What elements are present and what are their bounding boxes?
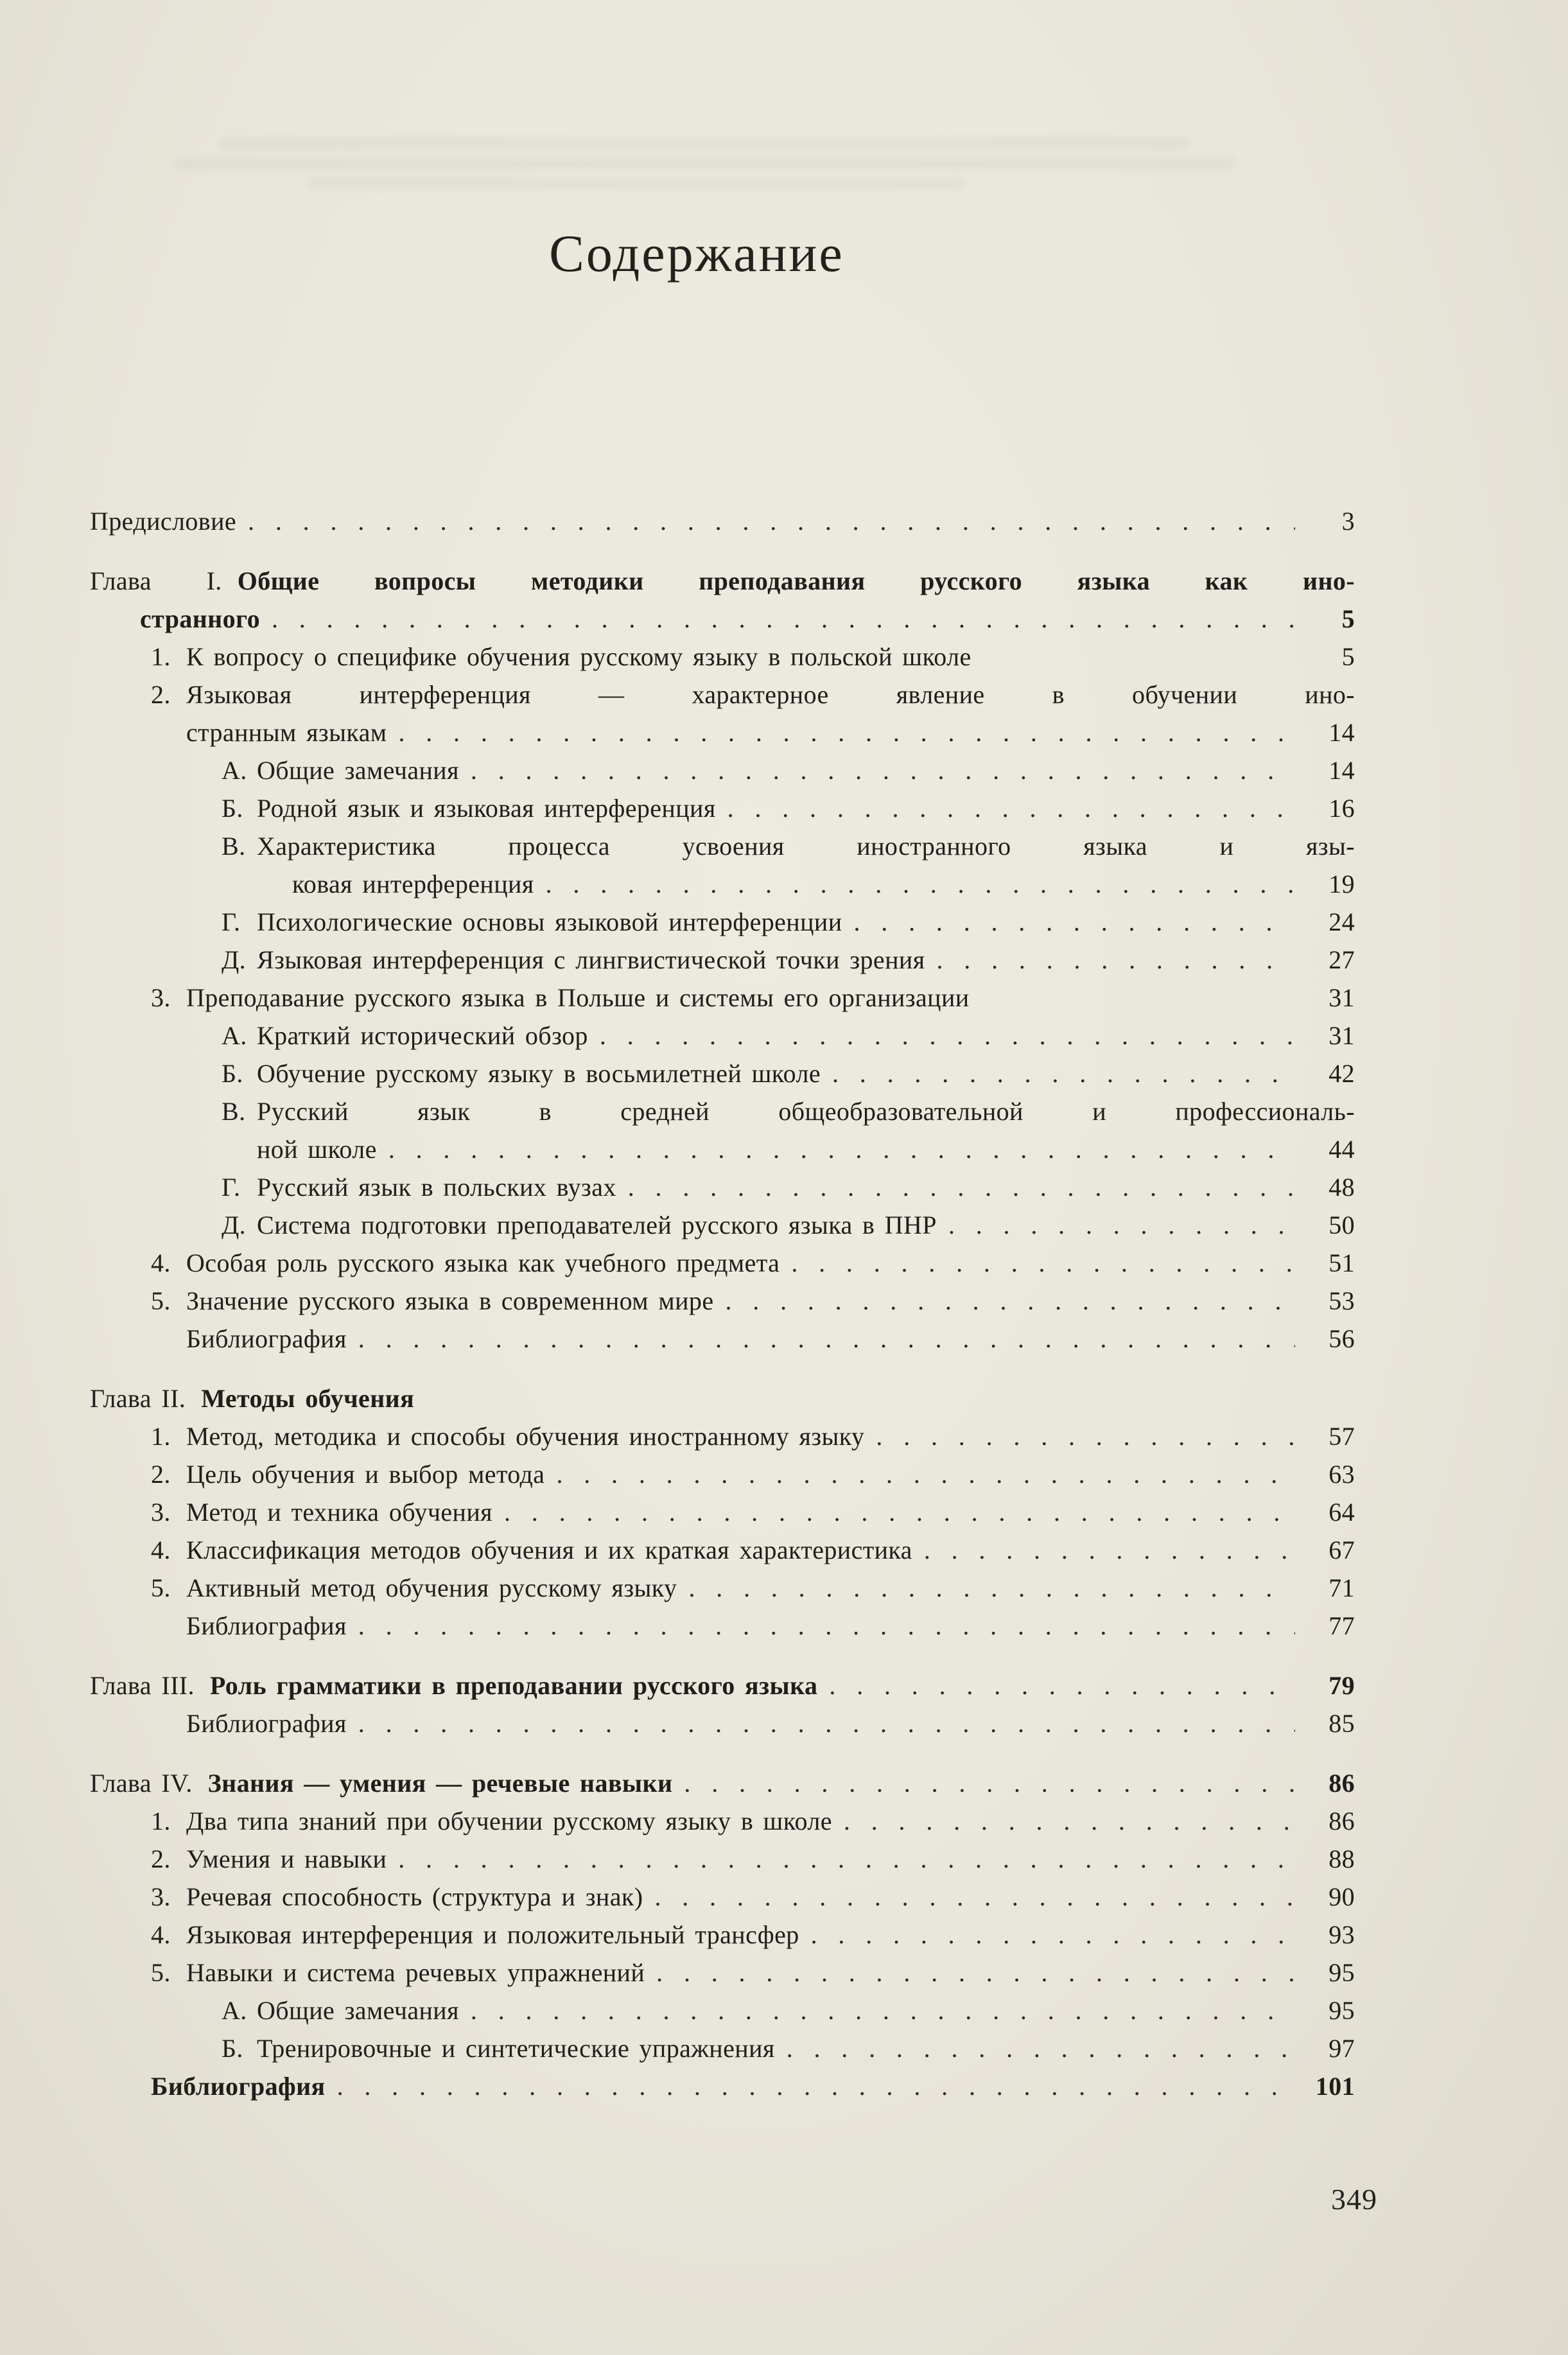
toc-entry-text: Языковая интерференция и положительный трансфер [186, 1920, 799, 1949]
toc-leader-dots [844, 1802, 1295, 1840]
toc-page-number: 95 [1328, 1958, 1355, 1987]
toc-page-number: 27 [1328, 945, 1355, 974]
toc [90, 502, 1355, 2105]
toc-entry [90, 865, 1355, 903]
artifact-line [173, 159, 1235, 168]
toc-entry-label: 5. [151, 1958, 171, 1987]
toc-entry [90, 1764, 1355, 1802]
toc-page-number: 19 [1328, 870, 1355, 898]
toc-entry [90, 827, 1355, 865]
toc-entry [90, 1244, 1355, 1282]
toc-entry-text: странного [140, 604, 260, 633]
toc-leader-dots [388, 1130, 1295, 1168]
toc-entry-label: А. [222, 1996, 247, 2025]
toc-entry-text: Характеристика процесса усвоения иностранного языка и язы- [257, 832, 1355, 861]
toc-entry [90, 903, 1355, 941]
toc-entry [90, 1206, 1355, 1244]
toc-entry [90, 1493, 1355, 1531]
toc-entry [90, 676, 1355, 714]
toc-page-number: 53 [1328, 1286, 1355, 1315]
toc-page-number: 88 [1328, 1844, 1355, 1873]
toc-entry [90, 979, 1355, 1017]
toc-entry-label: 5. [151, 1573, 171, 1602]
toc-entry-label: 1. [151, 1422, 171, 1451]
toc-entry [90, 562, 1355, 600]
toc-entry-text: Активный метод обучения русскому языку [186, 1573, 677, 1602]
toc-entry-label: Б. [222, 2034, 243, 2063]
toc-leader-dots [337, 2067, 1295, 2105]
toc-entry [90, 1954, 1355, 1992]
toc-entry [90, 1569, 1355, 1607]
toc-leader-dots [688, 1569, 1295, 1607]
toc-entry [90, 1607, 1355, 1645]
toc-entry-text: Обучение русскому языку в восьмилетней школе [257, 1059, 821, 1088]
toc-entry [90, 502, 1355, 540]
toc-page-number: 51 [1328, 1248, 1355, 1277]
toc-entry [90, 1168, 1355, 1206]
toc-leader-dots [684, 1764, 1295, 1802]
toc-entry-label: Глава II. [90, 1384, 186, 1413]
toc-entry-label: Б. [222, 794, 243, 823]
toc-leader-dots [504, 1493, 1295, 1531]
toc-entry [90, 638, 1355, 676]
toc-leader-dots [656, 1954, 1295, 1992]
toc-leader-dots [832, 1055, 1295, 1092]
toc-entry-text: Библиография [151, 2072, 326, 2101]
toc-entry-text: Знания — умения — речевые навыки [207, 1769, 673, 1798]
toc-entry [90, 714, 1355, 751]
toc-page-number: 16 [1328, 794, 1355, 823]
toc-entry-label: 2. [151, 1460, 171, 1489]
toc-leader-dots [791, 1244, 1295, 1282]
toc-entry-text: странным языкам [186, 718, 387, 747]
toc-leader-dots [600, 1017, 1295, 1055]
toc-entry [90, 1092, 1355, 1130]
toc-page-number: 101 [1315, 2072, 1355, 2101]
toc-entry-label: Г. [222, 907, 241, 936]
toc-page-number: 31 [1328, 1021, 1355, 1050]
toc-entry-text: Навыки и система речевых упражнений [186, 1958, 645, 1987]
toc-entry [90, 2067, 1355, 2105]
toc-entry-label: Г. [222, 1173, 241, 1202]
toc-entry-label: Глава I. [90, 566, 222, 595]
toc-entry [90, 941, 1355, 979]
scan-bleedthrough-artifact [173, 128, 1303, 225]
toc-page-number: 93 [1328, 1920, 1355, 1949]
toc-entry [90, 1802, 1355, 1840]
toc-page-number: 24 [1328, 907, 1355, 936]
toc-leader-dots [628, 1168, 1295, 1206]
toc-page-number: 5 [1341, 642, 1355, 671]
toc-entry-label: 2. [151, 680, 171, 709]
toc-entry [90, 1704, 1355, 1742]
toc-entry-text: Цель обучения и выбор метода [186, 1460, 545, 1489]
toc-entry-text: Общие замечания [257, 756, 459, 785]
toc-leader-dots [556, 1455, 1295, 1493]
toc-page-number: 85 [1328, 1709, 1355, 1738]
toc-leader-dots [471, 751, 1295, 789]
toc-entry-text: Краткий исторический обзор [257, 1021, 588, 1050]
toc-entry-label: 3. [151, 1882, 171, 1911]
toc-page-number: 67 [1328, 1536, 1355, 1564]
toc-entry-label: 5. [151, 1286, 171, 1315]
toc-entry-text: Роль грамматики в преподавании русского языка [209, 1671, 818, 1700]
toc-entry-text: Языковая интерференция с лингвистической точки зрения [257, 945, 925, 974]
toc-entry [90, 1992, 1355, 2029]
toc-entry [90, 1455, 1355, 1493]
toc-page-number: 50 [1328, 1211, 1355, 1239]
artifact-line [309, 179, 964, 188]
toc-leader-dots [546, 865, 1295, 903]
toc-entry [90, 1055, 1355, 1092]
toc-entry-text: Общие вопросы методики преподавания русского языка как ино- [237, 566, 1355, 595]
toc-entry [90, 1282, 1355, 1320]
toc-entry-text: Умения и навыки [186, 1844, 387, 1873]
page-folio: 349 [1331, 2183, 1377, 2216]
toc-page-number: 86 [1328, 1769, 1355, 1798]
toc-page-number: 71 [1328, 1573, 1355, 1602]
toc-entry-label: 4. [151, 1536, 171, 1564]
toc-page-number: 31 [1328, 983, 1355, 1012]
toc-entry-text: Психологические основы языковой интерференции [257, 907, 842, 936]
toc-page-number: 14 [1328, 718, 1355, 747]
toc-entry-label: 1. [151, 642, 171, 671]
toc-entry-text: ковая интерференция [292, 870, 534, 898]
toc-leader-dots [358, 1704, 1295, 1742]
toc-entry-text: Языковая интерференция — характерное явление в обучении ино- [186, 680, 1355, 709]
toc-leader-dots [876, 1417, 1295, 1455]
toc-leader-dots [787, 2029, 1295, 2067]
toc-leader-dots [924, 1531, 1295, 1569]
toc-page-number: 95 [1328, 1996, 1355, 2025]
toc-entry-text: Библиография [186, 1611, 347, 1640]
toc-entry-label: Глава III. [90, 1671, 195, 1700]
toc-entry-label: 4. [151, 1920, 171, 1949]
toc-entry-label: В. [222, 1097, 246, 1126]
toc-leader-dots [398, 1840, 1295, 1878]
toc-entry-text: Метод, методика и способы обучения иностранному языку [186, 1422, 865, 1451]
toc-entry [90, 1017, 1355, 1055]
toc-entry [90, 1878, 1355, 1916]
toc-page-number: 86 [1328, 1807, 1355, 1835]
toc-entry [90, 1379, 1355, 1417]
toc-entry-text: Библиография [186, 1709, 347, 1738]
toc-entry-text: Тренировочные и синтетические упражнения [257, 2034, 775, 2063]
toc-entry [90, 1667, 1355, 1704]
toc-entry-label: 3. [151, 1498, 171, 1527]
toc-leader-dots [471, 1992, 1295, 2029]
toc-page-number: 42 [1328, 1059, 1355, 1088]
toc-entry-text: ной школе [257, 1135, 377, 1164]
toc-entry [90, 789, 1355, 827]
toc-leader-dots [358, 1320, 1295, 1358]
toc-entry-text: Особая роль русского языка как учебного предмета [186, 1248, 780, 1277]
toc-entry-text: Два типа знаний при обучении русскому языку в школе [186, 1807, 832, 1835]
toc-entry-label: 4. [151, 1248, 171, 1277]
toc-page-number: 48 [1328, 1173, 1355, 1202]
toc-entry-label: 3. [151, 983, 171, 1012]
toc-entry [90, 1417, 1355, 1455]
toc-entry [90, 2029, 1355, 2067]
toc-entry [90, 1320, 1355, 1358]
toc-entry-label: 1. [151, 1807, 171, 1835]
toc-leader-dots [654, 1878, 1295, 1916]
toc-entry [90, 1130, 1355, 1168]
toc-leader-dots [248, 502, 1295, 540]
toc-leader-dots [948, 1206, 1295, 1244]
toc-entry-text: К вопросу о специфике обучения русскому языку в польской школе [186, 642, 971, 671]
toc-page-number: 90 [1328, 1882, 1355, 1911]
toc-entry [90, 1840, 1355, 1878]
toc-page-number: 44 [1328, 1135, 1355, 1164]
toc-leader-dots [272, 600, 1295, 638]
toc-entry-text: Общие замечания [257, 1996, 459, 2025]
toc-leader-dots [725, 1282, 1295, 1320]
toc-entry-label: Б. [222, 1059, 243, 1088]
toc-entry-text: Библиография [186, 1324, 347, 1353]
toc-leader-dots [358, 1607, 1295, 1645]
toc-entry-text: Речевая способность (структура и знак) [186, 1882, 643, 1911]
toc-leader-dots [811, 1916, 1295, 1954]
toc-page-number: 5 [1341, 604, 1355, 633]
artifact-line [218, 139, 1190, 148]
toc-page-number: 64 [1328, 1498, 1355, 1527]
toc-entry [90, 751, 1355, 789]
toc-entry-label: А. [222, 756, 247, 785]
toc-entry [90, 1531, 1355, 1569]
toc-page-number: 14 [1328, 756, 1355, 785]
toc-entry [90, 600, 1355, 638]
page-title: Содержание [549, 224, 844, 283]
toc-entry-label: Д. [222, 1211, 247, 1239]
toc-entry-label: Глава IV. [90, 1769, 193, 1798]
toc-page-number: 77 [1328, 1611, 1355, 1640]
toc-page-number: 3 [1341, 507, 1355, 536]
toc-entry-label: Д. [222, 945, 247, 974]
toc-page-number: 63 [1328, 1460, 1355, 1489]
toc-entry-text: Система подготовки преподавателей русского языка в ПНР [257, 1211, 937, 1239]
toc-page-number: 56 [1328, 1324, 1355, 1353]
toc-entry-text: Преподавание русского языка в Польше и системы его организации [186, 983, 970, 1012]
toc-entry-text: Значение русского языка в современном мире [186, 1286, 714, 1315]
toc-leader-dots [727, 789, 1295, 827]
toc-leader-dots [829, 1667, 1295, 1704]
toc-entry-label: 2. [151, 1844, 171, 1873]
toc-leader-dots [854, 903, 1296, 941]
toc-entry-text: Русский язык в средней общеобразовательной и профессиональ- [257, 1097, 1355, 1126]
toc-entry-text: Предисловие [90, 507, 237, 536]
toc-entry-text: Метод и техника обучения [186, 1498, 492, 1527]
toc-entry-label: В. [222, 832, 246, 861]
toc-entry [90, 1916, 1355, 1954]
toc-leader-dots [937, 941, 1296, 979]
toc-page-number: 79 [1328, 1671, 1355, 1700]
toc-page-number: 57 [1328, 1422, 1355, 1451]
toc-entry-text: Классификация методов обучения и их краткая характеристика [186, 1536, 912, 1564]
toc-page-number: 97 [1328, 2034, 1355, 2063]
toc-leader-dots [398, 714, 1295, 751]
toc-entry-text: Русский язык в польских вузах [257, 1173, 616, 1202]
toc-entry-label: А. [222, 1021, 247, 1050]
toc-entry-text: Родной язык и языковая интерференция [257, 794, 716, 823]
toc-entry-text: Методы обучения [201, 1384, 415, 1413]
